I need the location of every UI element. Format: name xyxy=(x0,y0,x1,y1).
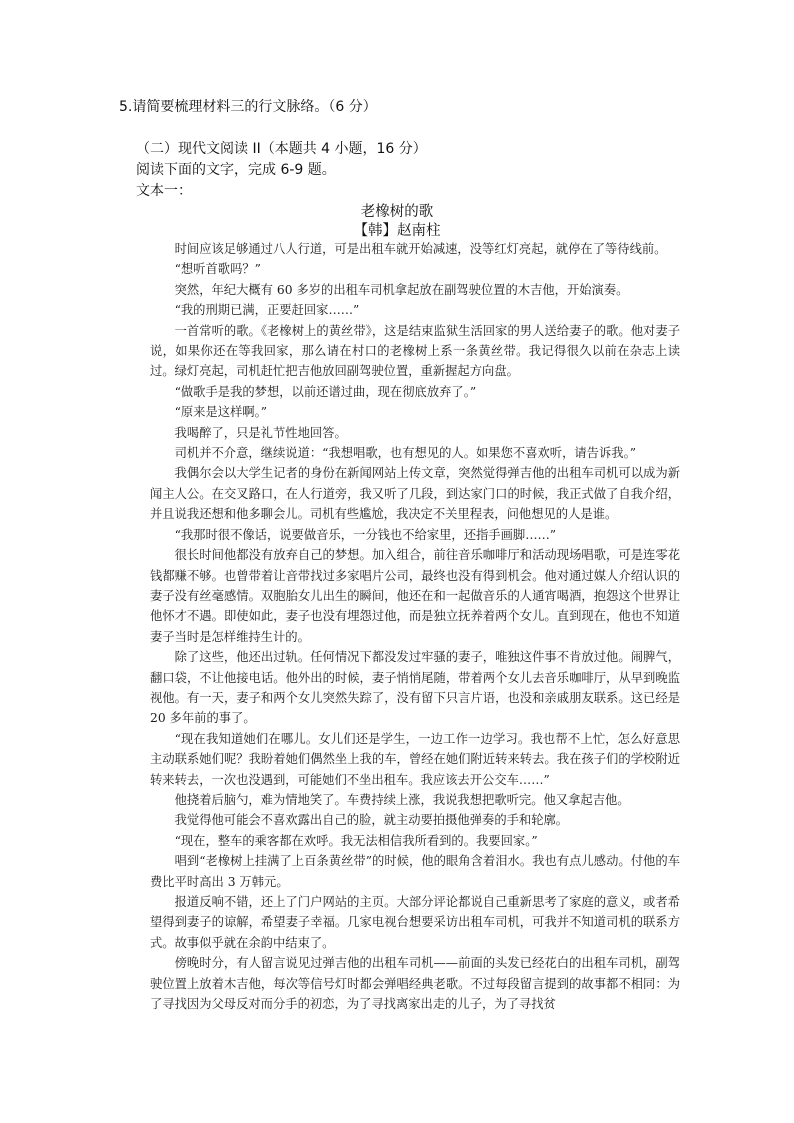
paragraph: “做歌手是我的梦想，以前还谱过曲，现在彻底放弃了。” xyxy=(174,384,477,399)
paragraph: 司机并不介意，继续说道：“我想唱歌，也有想见的人。如果您不喜欢听，请告诉我。” xyxy=(174,446,637,461)
paragraph: 一首常听的歌。《老橡树上的黄丝带》，这是结束监狱生活回家的男人送给妻子的歌。他对妻子说，如果你还在等我回家，那么请在村口的老橡树上系一条黄丝带。我记得很久以前在杂志上读过。绿灯亮起，司机赶忙把吉他放回副驾驶位置，重新握起方向盘。 xyxy=(150,323,680,379)
article-author: 【韩】赵南柱 xyxy=(353,223,441,239)
section-heading: （二）现代文阅读 II（本题共 4 小题，16 分） xyxy=(136,141,427,157)
article-title: 老橡树的歌 xyxy=(360,204,434,220)
paragraph: 我偶尔会以大学生记者的身份在新闻网站上传文章，突然觉得弹吉他的出租车司机可以成为新闻主人公。在交叉路口，在人行道旁，我又听了几段，到达家门口的时候，我正式做了自我介绍，并且说我还想和他多聊会儿。司机有些尴尬，我决定不关里程表，问他想见的人是谁。 xyxy=(150,466,680,522)
paragraph: “想听首歌吗？” xyxy=(174,262,261,277)
paragraph: 唱到“老橡树上挂满了上百条黄丝带”的时候，他的眼角含着泪水。我也有点儿感动。付他的车费比平时高出 3 万韩元。 xyxy=(150,854,680,889)
article-body xyxy=(150,239,680,1014)
question-5: 5.请简要梳理材料三的行文脉络。（6 分） xyxy=(119,99,377,115)
paragraph: “原来是这样啊。” xyxy=(174,405,268,420)
paragraph: 时间应该足够通过八人行道，可是出租车就开始减速，没等红灯亮起，就停在了等待线前。 xyxy=(174,242,667,256)
paragraph: “现在，整车的乘客都在欢呼。我无法相信我所看到的。我要回家。” xyxy=(174,833,538,848)
paragraph: 突然，年纪大概有 60 多岁的出租车司机拿起放在副驾驶位置的木吉他，开始演奏。 xyxy=(174,282,629,297)
paragraph: 我觉得他可能会不喜欢露出自己的脸，就主动要拍摄他弹奏的手和轮廓。 xyxy=(174,813,569,828)
instruction: 阅读下面的文字，完成 6-9 题。 xyxy=(136,162,336,178)
paragraph: 除了这些，他还出过轨。任何情况下都没发过牢骚的妻子，唯独这件事不肯放过他。闹脾气，翻口袋，不让他接电话。他外出的时候，妻子悄悄尾随，带着两个女儿去音乐咖啡厅，从早到晚监视他。有一天，妻子和两个女儿突然失踪了，没有留下只言片语，也没和亲戚朋友联系。这已经是 20 多年前的事了。 xyxy=(150,650,680,726)
paragraph: “现在我知道她们在哪儿。女儿们还是学生，一边工作一边学习。我也帮不上忙，怎么好意思主动联系她们呢？我盼着她们偶然坐上我的车，曾经在她们附近转来转去。我在孩子们的学校附近转来转去，一次也没遇到，可能她们不坐出租车。我应该去开公交车……” xyxy=(150,731,680,787)
paragraph: 傍晚时分，有人留言说见过弹吉他的出租车司机——前面的头发已经花白的出租车司机，副驾驶位置上放着木吉他，每次等信号灯时都会弹唱经典老歌。不过每段留言提到的故事都不相同：为了寻找因为父母反对而分手的初恋，为了寻找离家出走的儿子，为了寻找贫 xyxy=(150,956,680,1012)
paragraph: 我喝醉了，只是礼节性地回答。 xyxy=(174,425,347,440)
paragraph: 他挠着后脑勺，难为情地笑了。车费持续上涨，我说我想把歌听完。他又拿起吉他。 xyxy=(174,792,630,807)
paragraph: “我的刑期已满，正要赶回家……” xyxy=(174,303,360,318)
paragraph: 很长时间他都没有放弃自己的梦想。加入组合，前往音乐咖啡厅和活动现场唱歌，可是连零花钱都赚不够。也曾带着让音带找过多家唱片公司，最终也没有得到机会。他对通过媒人介绍认识的妻子没有丝毫感情。双胞胎女儿出生的瞬间，他还在和一起做音乐的人通宵喝酒，抱怨这个世界让他怀才不遇。即使如此，妻子也没有埋怨过他，而是独立抚养着两个女儿。直到现在，他也不知道妻子当时是怎样维持生计的。 xyxy=(150,548,680,644)
text-label: 文本一： xyxy=(136,183,192,199)
paragraph: “我那时很不像话，说要做音乐，一分钱也不给家里，还指手画脚……” xyxy=(174,527,557,542)
paragraph: 报道反响不错，还上了门户网站的主页。大部分评论都说自己重新思考了家庭的意义，或者希望得到妻子的谅解，希望妻子幸福。几家电视台想要采访出租车司机，可我并不知道司机的联系方式。故事似乎就在余韵中结束了。 xyxy=(150,895,680,950)
